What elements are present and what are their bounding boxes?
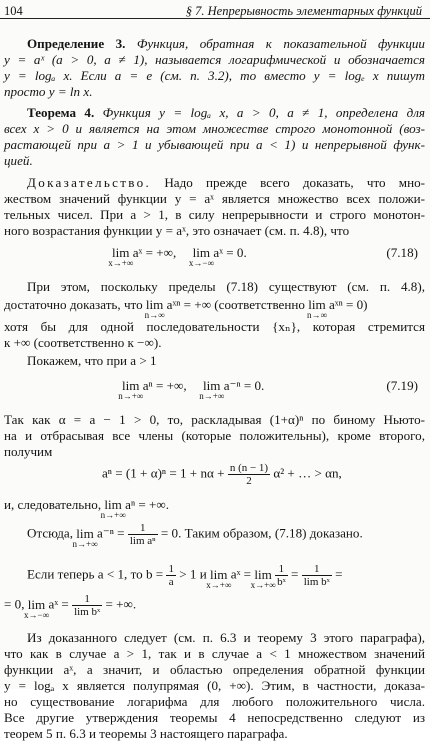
fraction: $\frac{n (n - 1)}{2}$ bbox=[229, 462, 269, 487]
para8-line-1: Из доказанного следует (см. п. 6.3 и теорему 3 этого параграфа), bbox=[27, 630, 425, 645]
definition-label: Определение 3. bbox=[27, 36, 126, 51]
definition-line-2: y = aˣ (a > 0, a ≠ 1), называется логарифмической и обозначается bbox=[4, 52, 425, 67]
para7-line-2: = 0, lim x→−∞ aˣ = $\frac{1}{\text{lim bˣ}}$ = +∞. bbox=[4, 593, 137, 620]
equation-right-body: aˣ = 0. bbox=[213, 245, 247, 260]
para8-line-3: функции aˣ, а значит, и областью определения обратной функции bbox=[4, 662, 425, 677]
para4-line-2: на и отбрасывая все члены (которые положительны), кроме второго, bbox=[4, 428, 425, 443]
section-title: § 7. Непрерывность элементарных функций bbox=[185, 4, 422, 18]
limit-operator: lim n→∞ bbox=[306, 297, 327, 320]
para8-line-5: но существование логарифма для любого положительного числа. bbox=[4, 694, 425, 709]
fraction: $\frac{1}{\text{lim bˣ}}$ bbox=[74, 593, 101, 618]
fraction: $\frac{1}{a}$ bbox=[168, 563, 174, 588]
para6-line: Отсюда, lim n→+∞ a⁻ⁿ = $\frac{1}{\text{lim aⁿ}}$ = 0. Таким образом, (7.18) доказано. bbox=[27, 522, 363, 549]
theorem-line-2: всех x > 0 и является на этом множестве строго монотонной (воз- bbox=[4, 121, 425, 136]
theorem-line-3: растающей при a > 1 и убывающей при a < 1) и непрерывной функ- bbox=[4, 137, 425, 152]
running-header bbox=[0, 0, 430, 19]
limit-operator: lim n→+∞ bbox=[118, 378, 144, 401]
proof-line-2: жеством значений функции y = aˣ является множество всех положи- bbox=[4, 191, 425, 206]
limit-operator: lim x→−∞ bbox=[24, 596, 49, 620]
para4-line-1: Так как α = a − 1 > 0, то, раскладывая (1+α)ⁿ по биному Ньюто- bbox=[4, 412, 425, 427]
limit-operator: lim n→∞ bbox=[144, 297, 165, 320]
limit-operator: lim n→+∞ bbox=[199, 378, 225, 401]
para8-line-2: что как в случае a > 1, так и в случае a < 1 множеством значений bbox=[4, 646, 425, 661]
page-number: 104 bbox=[4, 4, 23, 18]
proof-line-4: ного возрастания функции y = aˣ, это означает (см. п. 4.8), что bbox=[4, 223, 350, 238]
definition-line-3: y = logₐ x. Если a = e (см. п. 3.2), то вместо y = logₑ x пишут bbox=[4, 68, 425, 83]
proof-label: Доказательство. bbox=[27, 175, 152, 190]
equation-number-7-18: (7.18) bbox=[386, 245, 418, 260]
binomial-equation: aⁿ = (1 + α)ⁿ = 1 + nα + $\frac{n (n - 1)}{2}$ α² + … > αn, bbox=[102, 462, 342, 487]
para8-line-7: теорем 5 п. 6.3 и теоремы 3 настоящего параграфа. bbox=[4, 726, 288, 741]
equation-right-body: a⁻ⁿ = 0. bbox=[223, 378, 265, 393]
equation-number-7-19: (7.19) bbox=[386, 378, 418, 393]
equation-left-body: aˣ = +∞, bbox=[132, 245, 177, 260]
para5-line: и, следовательно, lim n→+∞ aⁿ = +∞. bbox=[4, 497, 169, 520]
limit-operator: lim x→−∞ bbox=[188, 245, 214, 268]
limit-operator: lim n→+∞ bbox=[100, 497, 126, 520]
theorem-line-4: цией. bbox=[4, 153, 33, 168]
equation-7-18 bbox=[108, 244, 247, 268]
para2-line-1: При этом, поскольку пределы (7.18) существуют (см. п. 4.8), bbox=[27, 279, 425, 294]
equation-7-19 bbox=[118, 377, 265, 401]
fraction: $\frac{1}{\text{lim bˣ}}$ bbox=[303, 563, 330, 588]
fraction: $\frac{1}{\text{bˣ}}$ bbox=[277, 563, 286, 588]
para8-line-6: Все другие утверждения теоремы 4 непосредственно следуют из bbox=[4, 710, 425, 725]
para2-line-2: достаточно доказать, что lim n→∞ aˣⁿ = +∞ (соответственно lim n→∞ aˣⁿ = 0) bbox=[4, 297, 368, 320]
para7-line-1: Если теперь a < 1, то b = $\frac{1}{a}$ > 1 и lim x→+∞ aˣ = lim x→+∞ $\frac{1}{\text{bˣ}}$ = $\frac{1}{\text{lim bˣ}}$ = bbox=[27, 563, 343, 590]
theorem-label: Теорема 4. bbox=[27, 105, 95, 120]
fraction: $\frac{1}{\text{lim aⁿ}}$ bbox=[129, 522, 156, 547]
proof-text-1: Надо прежде всего доказать, что мно- bbox=[164, 175, 425, 190]
limit-operator: lim x→+∞ bbox=[206, 566, 232, 590]
para2-line-4: к +∞ (соответственно к −∞). bbox=[4, 335, 162, 350]
equation-left-body: aⁿ = +∞, bbox=[142, 378, 187, 393]
theorem-text-1: Функция y = logₐ x, a > 0, a ≠ 1, определена для bbox=[102, 105, 425, 120]
para4-line-3: получим bbox=[4, 444, 53, 459]
definition-line-4: просто y = ln x. bbox=[4, 84, 93, 99]
para3-line-1: Покажем, что при a > 1 bbox=[27, 353, 157, 368]
limit-operator: lim x→+∞ bbox=[250, 566, 276, 590]
definition-text-1: Функция, обратная к показательной функции bbox=[136, 36, 425, 51]
para2-line-3: хотя бы для одной последовательности {xₙ}, которая стремится bbox=[4, 319, 425, 334]
para8-line-4: y = logₐ x является полупрямая (0, +∞). Этим, в частности, доказа- bbox=[4, 678, 425, 693]
limit-operator: lim n→+∞ bbox=[72, 525, 98, 549]
limit-operator: lim x→+∞ bbox=[108, 245, 134, 268]
proof-line-3: тельных чисел. При a > 1, в силу непрерывности и строго монотон- bbox=[4, 207, 425, 222]
